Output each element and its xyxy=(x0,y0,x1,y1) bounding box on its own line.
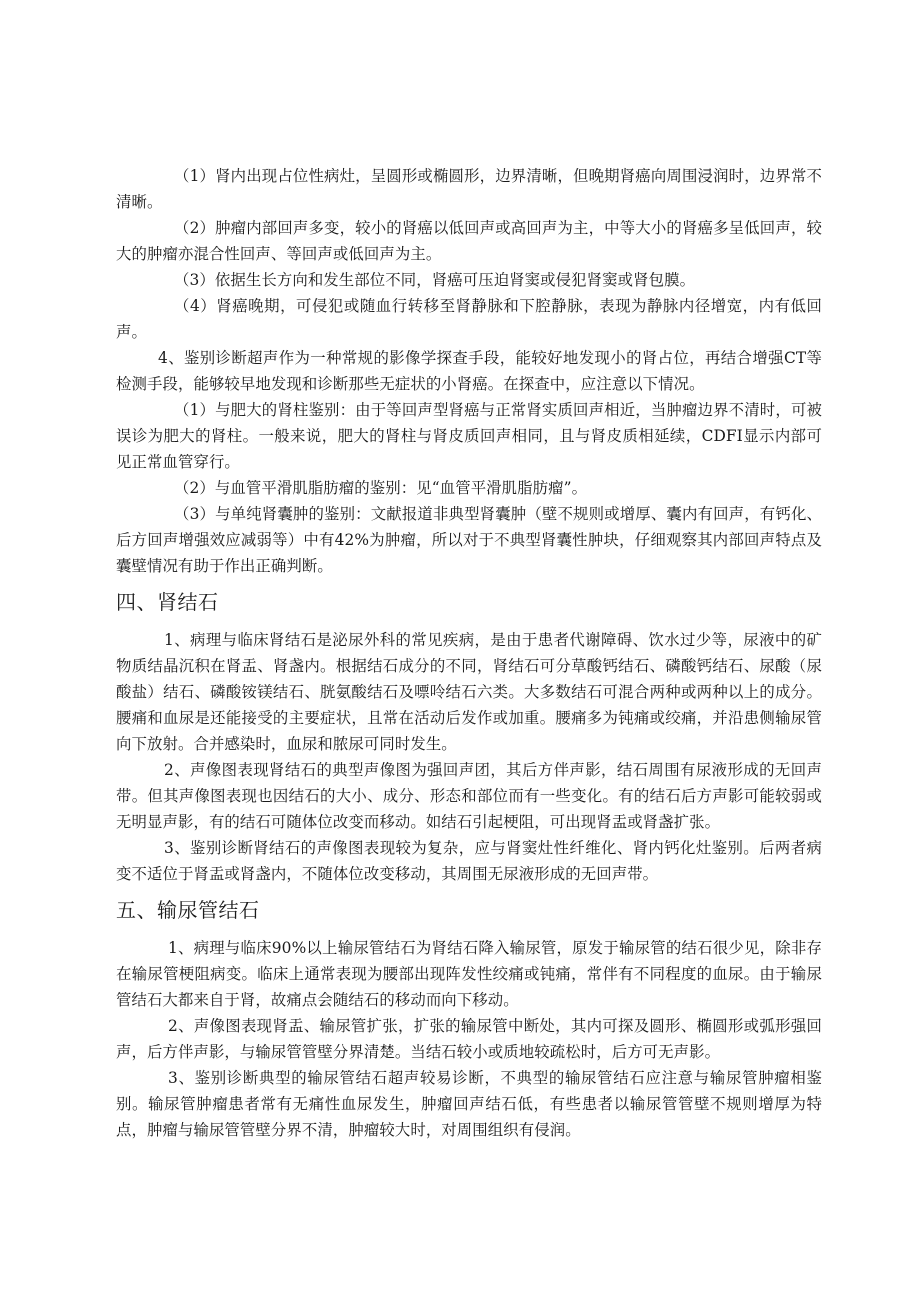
paragraph-4: （4）肾癌晚期，可侵犯或随血行转移至肾静脉和下腔静脉，表现为静脉内径增宽，内有低回声。 xyxy=(116,297,822,341)
section-heading: 五、输尿管结石 xyxy=(116,898,260,922)
paragraph-sonography: 2、声像图表现肾盂、输尿管扩张，扩张的输尿管中断处，其内可探及圆形、椭圆形或弧形强回声，后方伴声影，与输尿管管壁分界清楚。当结石较小或质地较疏松时，后方可无声影。 xyxy=(116,1017,822,1061)
paragraph-pathology: 1、病理与临床肾结石是泌尿外科的常见疾病，是由于患者代谢障碍、饮水过少等，尿液中的矿物质结晶沉积在肾盂、肾盏内。根据结石成分的不同，肾结石可分草酸钙结石、磷酸钙结石、尿酸（尿酸盐）结石、磷酸铵镁结石、胱氨酸结石及嘌呤结石六类。大多数结石可混合两种或两种以上的成分。腰痛和血尿是还能接受的主要症状，且常在活动后发作或加重。腰痛多为钝痛或绞痛，并沿患侧输尿管向下放射。合并感染时，血尿和脓尿可同时发生。 xyxy=(116,631,822,753)
section-heading: 四、肾结石 xyxy=(116,590,219,614)
document-page xyxy=(116,163,822,1143)
section-renal-carcinoma xyxy=(116,163,822,579)
paragraph-2: （2）肿瘤内部回声多变，较小的肾癌以低回声或高回声为主，中等大小的肾癌多呈低回声，较大的肿瘤亦混合性回声、等回声或低回声为主。 xyxy=(116,219,822,263)
section-ureteral-stones xyxy=(116,895,822,1143)
paragraph-differential: 3、鉴别诊断肾结石的声像图表现较为复杂，应与肾窦灶性纤维化、肾内钙化灶鉴别。后两者病变不适位于肾盂或肾盏内，不随体位改变移动，其周围无尿液形成的无回声带。 xyxy=(116,839,822,883)
paragraph-1: （1）肾内出现占位性病灶，呈圆形或椭圆形，边界清晰，但晚期肾癌向周围浸润时，边界常不清晰。 xyxy=(116,167,822,211)
paragraph-renal-column: （1）与肥大的肾柱鉴别：由于等回声型肾癌与正常肾实质回声相近，当肿瘤边界不清时，可被误诊为肥大的肾柱。一般来说，肥大的肾柱与肾皮质回声相同，且与肾皮质相延续，CDFI显示内部可见正常血管穿行。 xyxy=(116,401,822,471)
paragraph-angiomyolipoma: （2）与血管平滑肌脂肪瘤的鉴别：见“血管平滑肌脂肪瘤”。 xyxy=(174,479,588,497)
paragraph-differential: 3、鉴别诊断典型的输尿管结石超声较易诊断，不典型的输尿管结石应注意与输尿管肿瘤相鉴别。输尿管肿瘤患者常有无痛性血尿发生，肿瘤回声结石低，有些患者以输尿管管壁不规则增厚为特点，肿瘤与输尿管管壁分界不清，肿瘤较大时，对周围组织有侵润。 xyxy=(116,1069,822,1139)
paragraph-pathology: 1、病理与临床90%以上输尿管结石为肾结石降入输尿管，原发于输尿管的结石很少见，除非存在输尿管梗阻病变。临床上通常表现为腰部出现阵发性绞痛或钝痛，常伴有不同程度的血尿。由于输尿管结石大都来自于肾，故痛点会随结石的移动而向下移动。 xyxy=(116,939,822,1009)
paragraph-sonography: 2、声像图表现肾结石的典型声像图为强回声团，其后方伴声影，结石周围有尿液形成的无回声带。但其声像图表现也因结石的大小、成分、形态和部位而有一些变化。有的结石后方声影可能较弱或无明显声影，有的结石可随体位改变而移动。如结石引起梗阻，可出现肾盂或肾盏扩张。 xyxy=(116,761,822,831)
paragraph-differential-diagnosis: 4、鉴别诊断超声作为一种常规的影像学探查手段，能较好地发现小的肾占位，再结合增强CT等检测手段，能够较早地发现和诊断那些无症状的小肾癌。在探查中，应注意以下情况。 xyxy=(116,349,822,393)
section-kidney-stones xyxy=(116,587,822,887)
paragraph-renal-cyst: （3）与单纯肾囊肿的鉴别：文献报道非典型肾囊肿（壁不规则或增厚、囊内有回声，有钙化、后方回声增强效应减弱等）中有42%为肿瘤，所以对于不典型肾囊性肿块，仔细观察其内部回声特点及囊壁情况有助于作出正确判断。 xyxy=(116,505,822,575)
paragraph-3: （3）依据生长方向和发生部位不同，肾癌可压迫肾窦或侵犯肾窦或肾包膜。 xyxy=(174,271,696,289)
